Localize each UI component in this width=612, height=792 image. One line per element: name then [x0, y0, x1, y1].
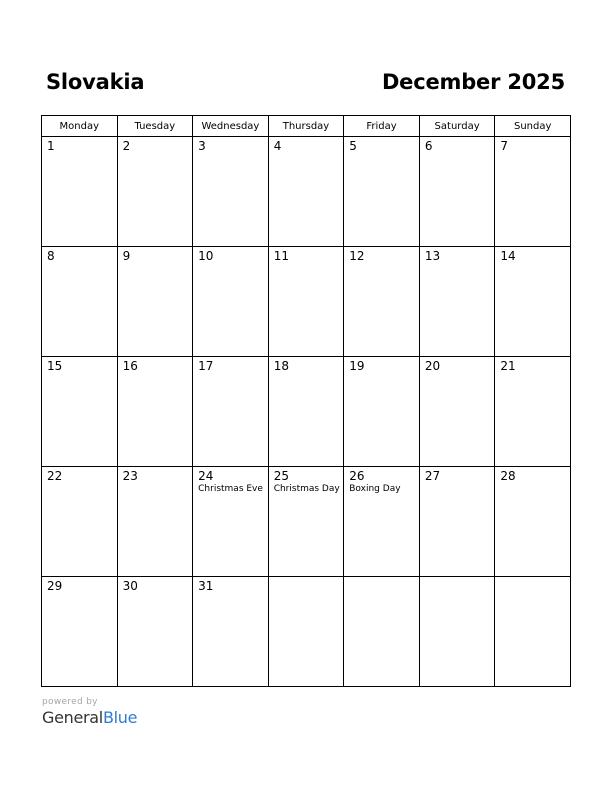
day-cell-content: [495, 137, 570, 152]
day-cell: [268, 137, 344, 247]
empty-day-cell: [344, 577, 420, 687]
day-number: 29: [47, 579, 63, 593]
calendar-weeks: [42, 137, 571, 687]
week-row: [42, 467, 571, 577]
day-cell-content: [193, 357, 268, 372]
day-number: 5: [349, 139, 357, 153]
day-cell-content: [420, 247, 495, 262]
day-cell: [268, 247, 344, 357]
holiday-label: Boxing Day: [349, 484, 401, 494]
day-cell-content: [420, 577, 495, 580]
weekday-header: Monday: [42, 116, 118, 137]
day-cell: [117, 357, 193, 467]
day-number: 17: [198, 359, 214, 373]
day-cell-content: [495, 357, 570, 372]
week-row: [42, 137, 571, 247]
day-cell: [495, 357, 571, 467]
day-cell: [268, 467, 344, 577]
weekday-header: Friday: [344, 116, 420, 137]
day-cell-content: [42, 137, 117, 152]
day-cell: [42, 577, 118, 687]
day-number: 4: [273, 139, 282, 153]
footer-branding: [42, 697, 137, 727]
day-number: 27: [424, 469, 441, 483]
weekday-header: Tuesday: [117, 116, 193, 137]
day-cell: [42, 247, 118, 357]
calendar-grid: [41, 115, 571, 687]
empty-day-cell: [268, 577, 344, 687]
day-number: 30: [122, 579, 138, 593]
day-cell: [344, 467, 420, 577]
day-cell-content: [420, 467, 495, 482]
day-number: 9: [122, 249, 131, 263]
day-number: 31: [198, 579, 214, 593]
day-number: 13: [424, 249, 441, 263]
day-cell-content: [420, 357, 495, 372]
day-cell-content: [495, 247, 570, 262]
day-cell-content: [193, 467, 268, 496]
day-number: 10: [198, 249, 214, 263]
day-cell-content: [495, 467, 570, 482]
generalblue-logo: [42, 708, 137, 727]
day-number: 25: [273, 469, 289, 483]
day-cell: [193, 467, 269, 577]
weekday-header: Sunday: [495, 116, 571, 137]
day-cell-content: [118, 247, 193, 262]
holiday-label: Christmas Eve: [198, 484, 263, 494]
brand-general-text: General: [42, 708, 103, 727]
day-cell-content: [269, 247, 344, 262]
day-cell-content: [495, 577, 570, 580]
day-cell-content: [420, 137, 495, 152]
day-cell: [344, 137, 420, 247]
day-number: 7: [500, 139, 509, 153]
brand-blue-text: Blue: [102, 708, 138, 727]
day-cell: [117, 137, 193, 247]
day-cell: [495, 137, 571, 247]
day-cell-content: [42, 357, 117, 372]
weekday-header: Saturday: [419, 116, 495, 137]
day-number: 8: [47, 249, 55, 263]
day-cell: [344, 357, 420, 467]
day-cell: [42, 137, 118, 247]
day-number: 1: [47, 139, 55, 153]
day-cell-content: [344, 137, 419, 152]
day-number: 14: [500, 249, 516, 263]
day-cell: [268, 357, 344, 467]
day-cell-content: [42, 247, 117, 262]
day-number: 21: [500, 359, 516, 373]
day-cell-content: [118, 577, 193, 592]
holiday-label: Christmas Day: [273, 484, 340, 494]
day-cell: [419, 357, 495, 467]
empty-day-cell: [419, 577, 495, 687]
day-cell-content: [42, 577, 117, 592]
day-cell-content: [118, 357, 193, 372]
day-cell: [193, 137, 269, 247]
day-number: 28: [500, 469, 516, 483]
day-number: 11: [273, 249, 289, 263]
day-number: 15: [47, 359, 63, 373]
day-cell-content: [344, 467, 419, 496]
week-row: [42, 577, 571, 687]
day-cell-content: [269, 357, 344, 372]
day-cell: [495, 247, 571, 357]
day-cell-content: [118, 467, 193, 482]
day-cell-content: [42, 467, 117, 482]
day-cell-content: [193, 247, 268, 262]
day-cell-content: [344, 247, 419, 262]
day-cell: [419, 247, 495, 357]
day-cell: [419, 137, 495, 247]
day-cell-content: [344, 357, 419, 372]
weekday-header-row: [42, 116, 571, 137]
calendar-country-title: Slovakia: [46, 70, 145, 94]
day-number: 23: [122, 469, 138, 483]
day-cell: [193, 357, 269, 467]
day-number: 19: [349, 359, 365, 373]
day-cell-content: [118, 137, 193, 152]
day-cell: [193, 577, 269, 687]
day-cell: [117, 247, 193, 357]
day-cell-content: [193, 577, 268, 592]
empty-day-cell: [495, 577, 571, 687]
calendar-month-title: December 2025: [381, 70, 565, 94]
day-cell: [419, 467, 495, 577]
day-cell-content: [269, 137, 344, 152]
day-number: 18: [273, 359, 289, 373]
day-number: 12: [349, 249, 365, 263]
week-row: [42, 357, 571, 467]
week-row: [42, 247, 571, 357]
day-number: 16: [122, 359, 138, 373]
day-number: 3: [198, 139, 206, 153]
day-cell-content: [269, 577, 344, 580]
day-number: 2: [122, 139, 131, 153]
day-cell-content: [269, 467, 344, 496]
day-number: 26: [349, 469, 365, 483]
day-cell: [117, 467, 193, 577]
powered-by-label: powered by: [42, 697, 98, 707]
day-cell: [42, 357, 118, 467]
day-number: 22: [47, 469, 63, 483]
day-number: 6: [424, 139, 433, 153]
day-cell: [495, 467, 571, 577]
day-cell: [193, 247, 269, 357]
day-cell-content: [193, 137, 268, 152]
weekday-header: Thursday: [268, 116, 344, 137]
day-cell: [344, 247, 420, 357]
day-cell: [117, 577, 193, 687]
day-number: 24: [198, 469, 214, 483]
day-cell: [42, 467, 118, 577]
weekday-header: Wednesday: [193, 116, 269, 137]
day-cell-content: [344, 577, 419, 580]
day-number: 20: [424, 359, 441, 373]
